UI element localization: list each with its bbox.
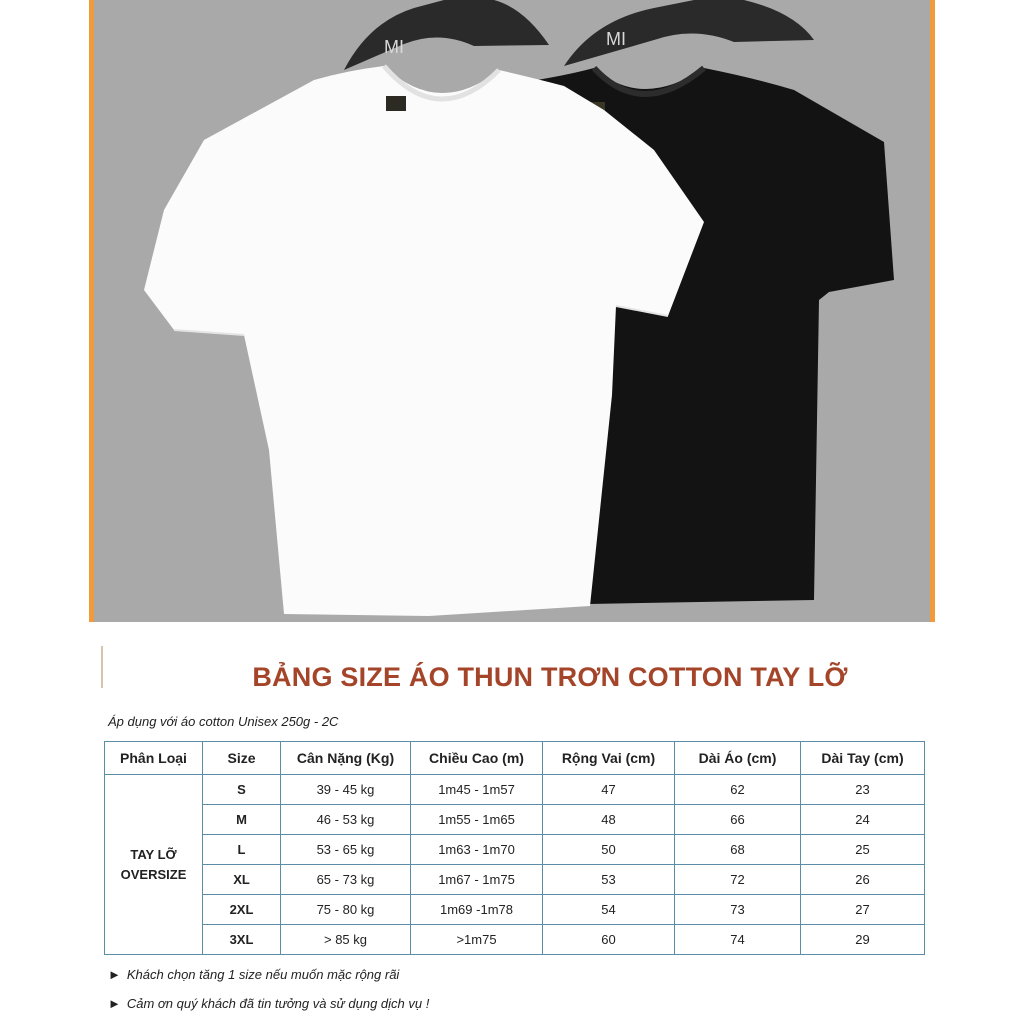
cell-sleeve: 24 — [801, 805, 925, 835]
cell-size: M — [203, 805, 281, 835]
note-text: Cảm ơn quý khách đã tin tưởng và sử dụng dịch vụ ! — [126, 996, 430, 1011]
header-weight: Cân Nặng (Kg) — [281, 742, 411, 775]
page-title: BẢNG SIZE ÁO THUN TRƠN COTTON TAY LỠ — [252, 662, 848, 692]
cell-size: XL — [203, 865, 281, 895]
cell-sleeve: 29 — [801, 925, 925, 955]
cell-shoulder: 54 — [543, 895, 675, 925]
table-row — [105, 775, 925, 805]
cell-shoulder: 47 — [543, 775, 675, 805]
cell-sleeve: 23 — [801, 775, 925, 805]
cell-sleeve: 27 — [801, 895, 925, 925]
cell-size: 2XL — [203, 895, 281, 925]
hanger-brand-right: MI — [606, 29, 626, 49]
table-row — [105, 805, 925, 835]
header-height: Chiều Cao (m) — [411, 742, 543, 775]
cell-length: 62 — [675, 775, 801, 805]
header-sleeve: Dài Tay (cm) — [801, 742, 925, 775]
photo-backdrop — [94, 0, 930, 622]
group-label-line2: OVERSIZE — [120, 866, 187, 882]
cell-shoulder: 50 — [543, 835, 675, 865]
subtitle: Áp dụng với áo cotton Unisex 250g - 2C — [108, 714, 339, 729]
cell-weight: > 85 kg — [281, 925, 411, 955]
cell-weight: 39 - 45 kg — [281, 775, 411, 805]
white-shirt-hanger — [344, 0, 549, 70]
group-label — [105, 775, 203, 955]
cell-height: >1m75 — [411, 925, 543, 955]
cell-length: 66 — [675, 805, 801, 835]
header-type: Phân Loại — [105, 742, 203, 775]
table-row — [105, 865, 925, 895]
cell-weight: 75 - 80 kg — [281, 895, 411, 925]
cell-size: S — [203, 775, 281, 805]
group-label-line1: TAY LỠ — [130, 846, 177, 862]
table-row — [105, 925, 925, 955]
arrow-right-icon: ► — [108, 996, 121, 1011]
cell-length: 73 — [675, 895, 801, 925]
note-size-up — [108, 967, 399, 982]
cell-sleeve: 25 — [801, 835, 925, 865]
cell-length: 74 — [675, 925, 801, 955]
header-shoulder: Rộng Vai (cm) — [543, 742, 675, 775]
cell-shoulder: 53 — [543, 865, 675, 895]
header-size: Size — [203, 742, 281, 775]
table-row — [105, 835, 925, 865]
note-text: Khách chọn tăng 1 size nếu muốn mặc rộng rãi — [126, 967, 400, 982]
cell-size: L — [203, 835, 281, 865]
cell-height: 1m67 - 1m75 — [411, 865, 543, 895]
cell-shoulder: 60 — [543, 925, 675, 955]
cell-weight: 46 - 53 kg — [281, 805, 411, 835]
cell-height: 1m55 - 1m65 — [411, 805, 543, 835]
cell-length: 68 — [675, 835, 801, 865]
header-length: Dài Áo (cm) — [675, 742, 801, 775]
size-table — [104, 741, 925, 955]
table-header-row — [105, 742, 925, 775]
cell-shoulder: 48 — [543, 805, 675, 835]
tshirts-illustration — [94, 0, 930, 622]
cell-length: 72 — [675, 865, 801, 895]
black-shirt-hanger — [564, 0, 814, 66]
cell-height: 1m63 - 1m70 — [411, 835, 543, 865]
cell-weight: 53 - 65 kg — [281, 835, 411, 865]
accent-bar — [101, 646, 103, 688]
table-row — [105, 895, 925, 925]
cell-height: 1m69 -1m78 — [411, 895, 543, 925]
cell-weight: 65 - 73 kg — [281, 865, 411, 895]
cell-size: 3XL — [203, 925, 281, 955]
note-thanks — [108, 996, 429, 1011]
hanger-brand-left: MI — [384, 37, 404, 57]
cell-height: 1m45 - 1m57 — [411, 775, 543, 805]
cell-sleeve: 26 — [801, 865, 925, 895]
arrow-right-icon: ► — [108, 967, 121, 982]
